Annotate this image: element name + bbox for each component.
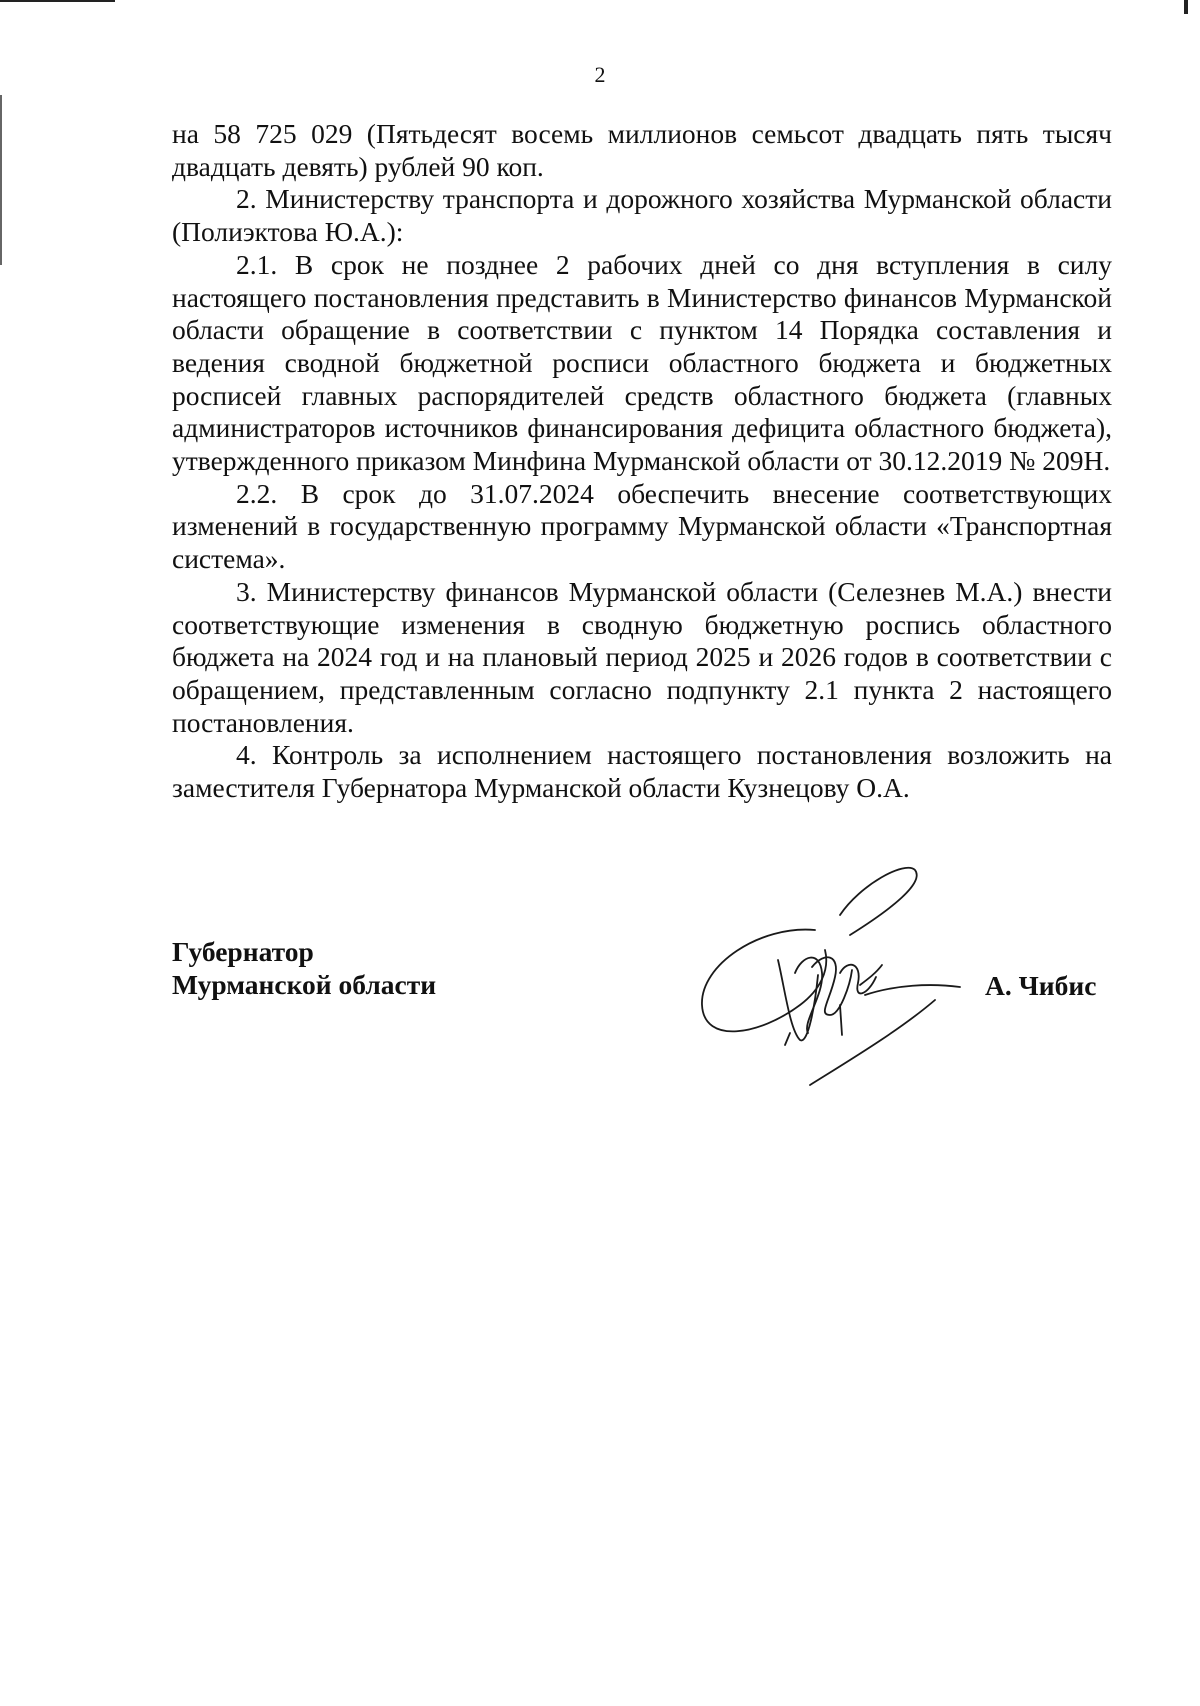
page-number: 2 [594, 62, 606, 87]
paragraph-item-2-2: 2.2. В срок до 31.07.2024 обеспечить внесение соответствующих изменений в государственную программу Мурманской области «Транспортная система». [172, 477, 1112, 575]
paragraph-item-4: 4. Контроль за исполнением настоящего постановления возложить на заместителя Губернатора Мурманской области Кузнецову О.А. [172, 739, 1112, 804]
signatory-title-line-1: Губернатор [172, 936, 314, 967]
paragraph-item-2: 2. Министерству транспорта и дорожного хозяйства Мурманской области (Полиэктова Ю.А.): [172, 183, 1112, 248]
document-body [172, 118, 1112, 805]
signatory-title [172, 936, 436, 1001]
handwritten-signature [690, 855, 980, 1090]
scan-corner-mark [1184, 0, 1188, 14]
scan-edge-mark [0, 0, 115, 2]
signatory-name: А. Чибис [985, 970, 1097, 1001]
scan-edge-tick [0, 95, 2, 265]
paragraph-item-3: 3. Министерству финансов Мурманской области (Селезнев М.А.) внести соответствующие изменения в сводную бюджетную роспись областного бюджета на 2024 год и на плановый период 2025 и 2026 годов в соответствии с обращением, представленным согласно подпункту 2.1 пункта 2 настоящего постановления. [172, 575, 1112, 738]
signatory-title-line-2: Мурманской области [172, 968, 437, 1000]
paragraph-item-2-1: 2.1. В срок не позднее 2 рабочих дней со дня вступления в силу настоящего постановления представить в Министерство финансов Мурманской области обращение в соответствии с пунктом 14 Порядка составления и ведения сводной бюджетной росписи областного бюджета и бюджетных росписей главных распорядителей средств областного бюджета (главных администраторов источников финансирования дефицита областного бюджета), утвержденного приказом Минфина Мурманской области от 30.12.2019 № 209Н. [172, 248, 1112, 477]
paragraph-continuation: на 58 725 029 (Пятьдесят восемь миллионов семьсот двадцать пять тысяч двадцать девять) рублей 90 коп. [172, 118, 1112, 182]
